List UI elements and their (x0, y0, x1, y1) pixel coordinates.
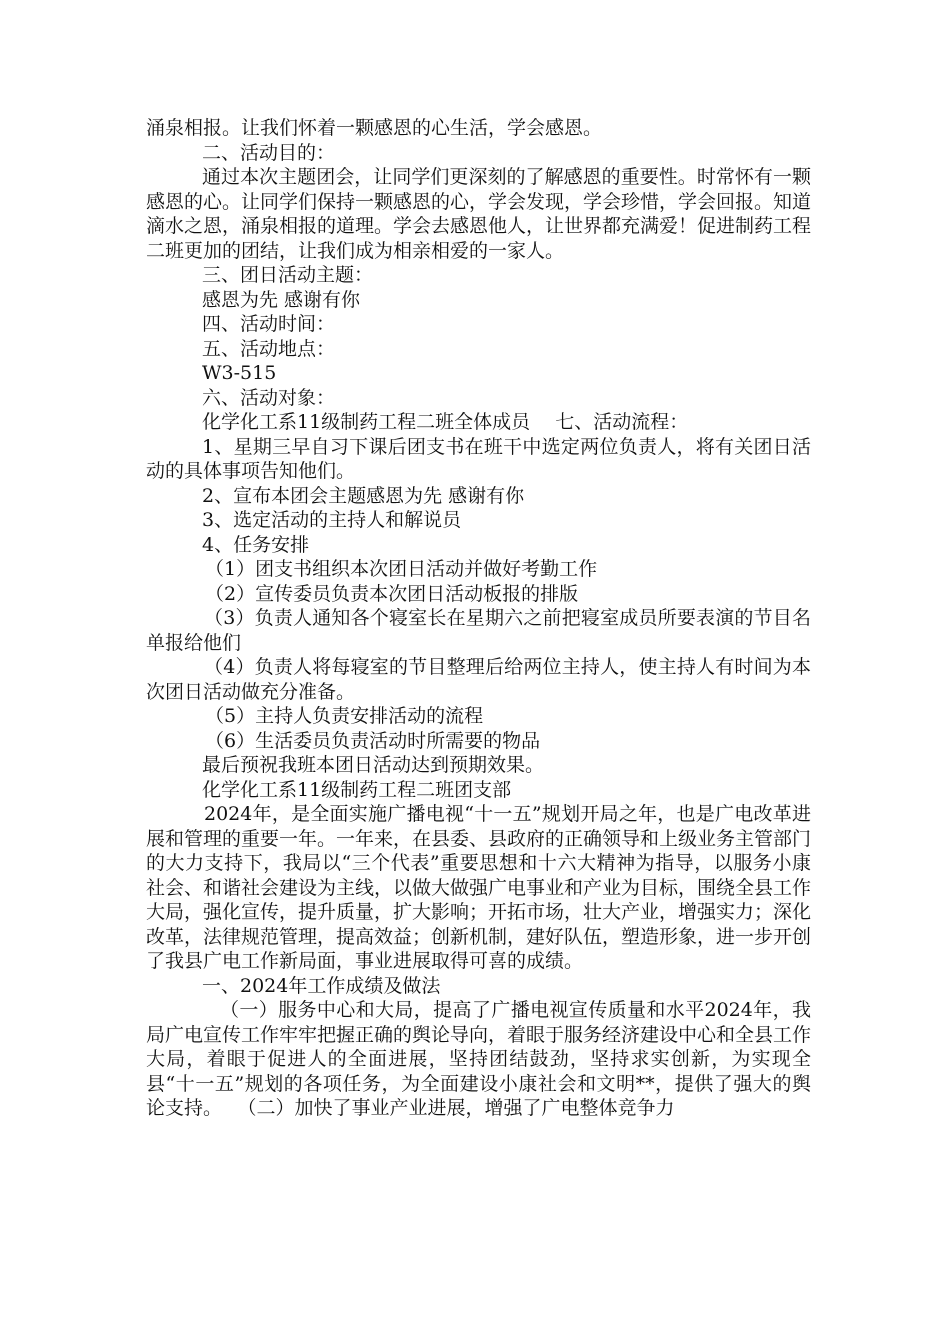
heading-activity-location: 五、活动地点： (202, 337, 336, 360)
activity-target-text: 化学化工系11级制药工程二班全体成员 七、活动流程： (202, 411, 689, 433)
task-item-6: （6）生活委员负责活动时所需要的物品 (205, 729, 541, 752)
document-body (146, 116, 811, 1121)
task-item-5: （5）主持人负责安排活动的流程 (205, 705, 484, 727)
paragraph-service-center: （一）服务中心和大局，提高了广播电视宣传质量和水平2024年，我局广电宣传工作牢牢把握正确的舆论导向，着眼于服务经济建设中心和全县工作大局，着眼于促进人的全面进展，坚持团结鼓劲，坚持求实创新，为实现全县“十一五”规划的各项任务，为全面建设小康社会和文明**，提供了强大的舆论支持。 （二）加快了事业产业进展，增强了广电整体竞争力 (146, 999, 812, 1119)
activity-location-text: W3-515 (202, 362, 277, 384)
activity-theme-text: 感恩为先 感谢有你 (202, 288, 361, 311)
signature-branch: 化学化工系11级制药工程二班团支部 (202, 778, 512, 801)
heading-achievements: 一、2024年工作成绩及做法 (202, 974, 441, 997)
heading-activity-theme: 三、团日活动主题： (202, 264, 374, 286)
heading-activity-time: 四、活动时间： (202, 313, 336, 335)
paragraph-annual-summary: 2024年，是全面实施广播电视“十一五”规划开局之年，也是广电改革进展和管理的重要一年。一年来，在县委、县政府的正确领导和上级业务主管部门的大力支持下，我局以“三个代表”重要思想和十六大精神为指导，以服务小康社会、和谐社会建设为主线，以做大做强广电事业和产业为目标，围绕全县工作大局，强化宣传，提升质量，扩大影响；开拓市场，壮大产业，增强实力；深化改革，法律规范管理，提高效益；创新机制，建好队伍，塑造形象，进一步开创了我县广电工作新局面，事业进展取得可喜的成绩。 (146, 803, 812, 972)
paragraph-intro-end: 涌泉相报。让我们怀着一颗感恩的心生活，学会感恩。 (146, 117, 603, 139)
task-item-1: （1）团支书组织本次团日活动并做好考勤工作 (205, 558, 598, 580)
task-item-2: （2）宣传委员负责本次团日活动板报的排版 (205, 582, 579, 605)
task-item-3: （3）负责人通知各个寝室长在星期六之前把寝室成员所要表演的节目名单报给他们 (146, 607, 811, 654)
process-step-3: 3、选定活动的主持人和解说员 (202, 509, 462, 531)
process-step-4: 4、任务安排 (202, 533, 310, 556)
closing-wish: 最后预祝我班本团日活动达到预期效果。 (202, 754, 545, 776)
process-step-2: 2、宣布本团会主题感恩为先 感谢有你 (202, 484, 525, 507)
paragraph-activity-purpose: 通过本次主题团会，让同学们更深刻的了解感恩的重要性。时常怀有一颗感恩的心。让同学们保持一颗感恩的心，学会发现，学会珍惜，学会回报。知道滴水之恩，涌泉相报的道理。学会去感恩他人，让世界都充满爱！促进制药工程二班更加的团结，让我们成为相亲相爱的一家人。 (146, 166, 812, 262)
task-item-4: （4）负责人将每寝室的节目整理后给两位主持人，使主持人有时间为本次团日活动做充分准备。 (146, 656, 811, 703)
process-step-1: 1、星期三早自习下课后团支书在班干中选定两位负责人，将有关团日活动的具体事项告知他们。 (146, 435, 811, 482)
heading-activity-target: 六、活动对象： (202, 386, 336, 409)
heading-activity-purpose: 二、活动目的： (202, 141, 336, 164)
